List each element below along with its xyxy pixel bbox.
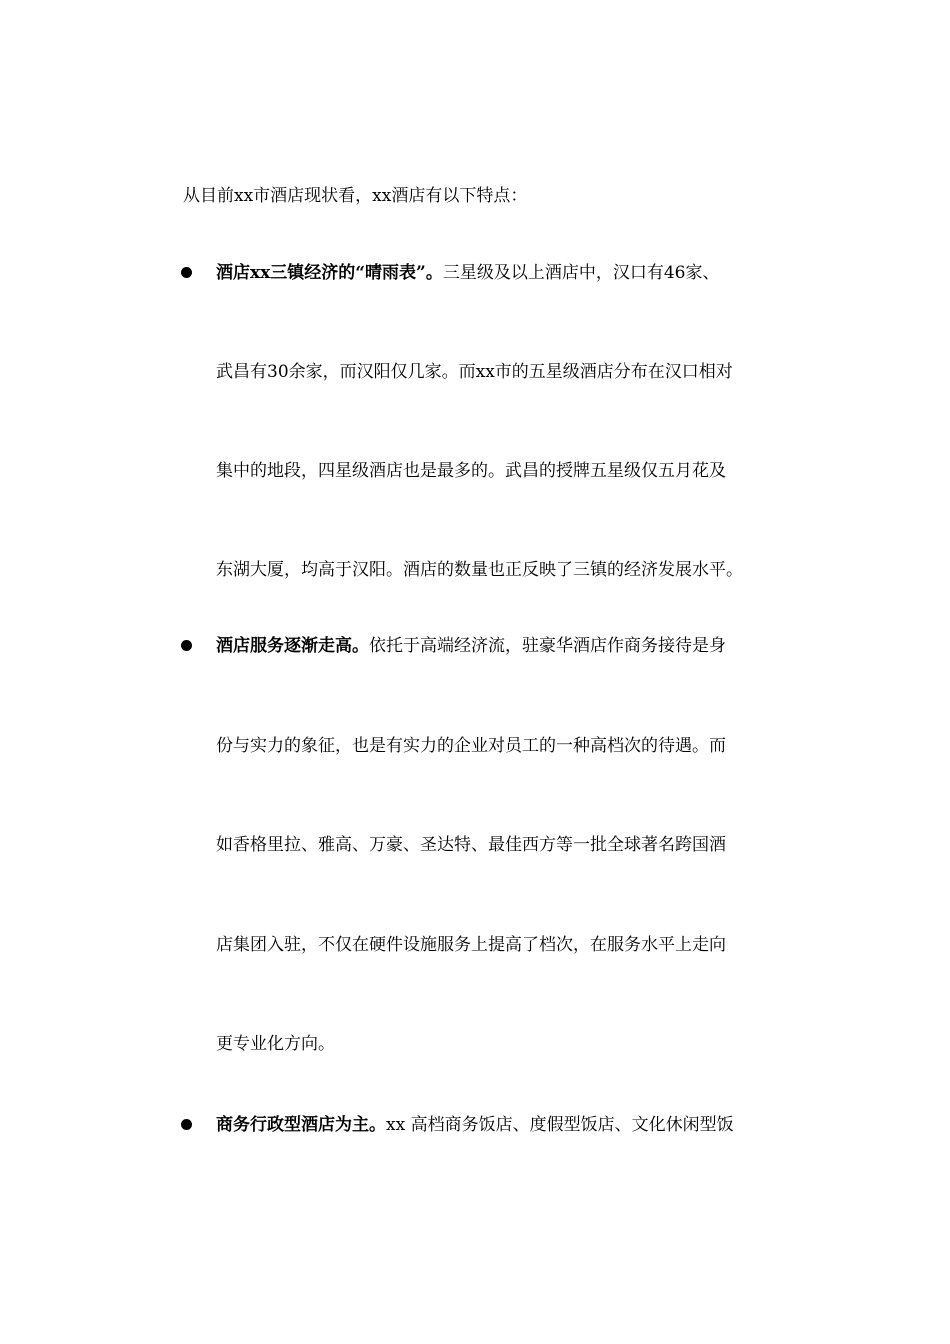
item-text: xx 高档商务饭店、度假型饭店、文化休闲型饭 — [386, 1115, 734, 1135]
bullet-icon — [181, 640, 192, 651]
item-text: 三星级及以上酒店中，汉口有46家、 — [442, 263, 720, 283]
item-lead: 商务行政型酒店为主。 — [216, 1115, 386, 1135]
intro-paragraph: 从目前xx市酒店现状看，xx酒店有以下特点： — [183, 186, 528, 206]
list-item-line — [216, 262, 719, 284]
list-item-line: 如香格里拉、雅高、万豪、圣达特、最佳西方等一批全球著名跨国酒 — [216, 835, 726, 855]
item-lead: 酒店xx三镇经济的“晴雨表”。 — [216, 263, 443, 283]
item-text: 依托于高端经济流，驻豪华酒店作商务接待是身 — [369, 636, 726, 656]
item-lead: 酒店服务逐渐走高。 — [216, 636, 369, 656]
bullet-icon — [181, 1119, 192, 1130]
list-item-line: 店集团入驻，不仅在硬件设施服务上提高了档次，在服务水平上走向 — [216, 935, 726, 955]
list-item-line — [216, 635, 726, 657]
list-item-line — [216, 1114, 734, 1136]
bullet-icon — [181, 267, 192, 278]
list-item-line: 东湖大厦，均高于汉阳。酒店的数量也正反映了三镇的经济发展水平。 — [216, 560, 743, 580]
list-item-line: 份与实力的象征，也是有实力的企业对员工的一种高档次的待遇。而 — [216, 736, 726, 756]
list-item-line: 武昌有30余家，而汉阳仅几家。而xx市的五星级酒店分布在汉口相对 — [216, 362, 733, 382]
list-item-line: 更专业化方向。 — [216, 1034, 335, 1054]
list-item-line: 集中的地段，四星级酒店也是最多的。武昌的授牌五星级仅五月花及 — [216, 461, 726, 481]
